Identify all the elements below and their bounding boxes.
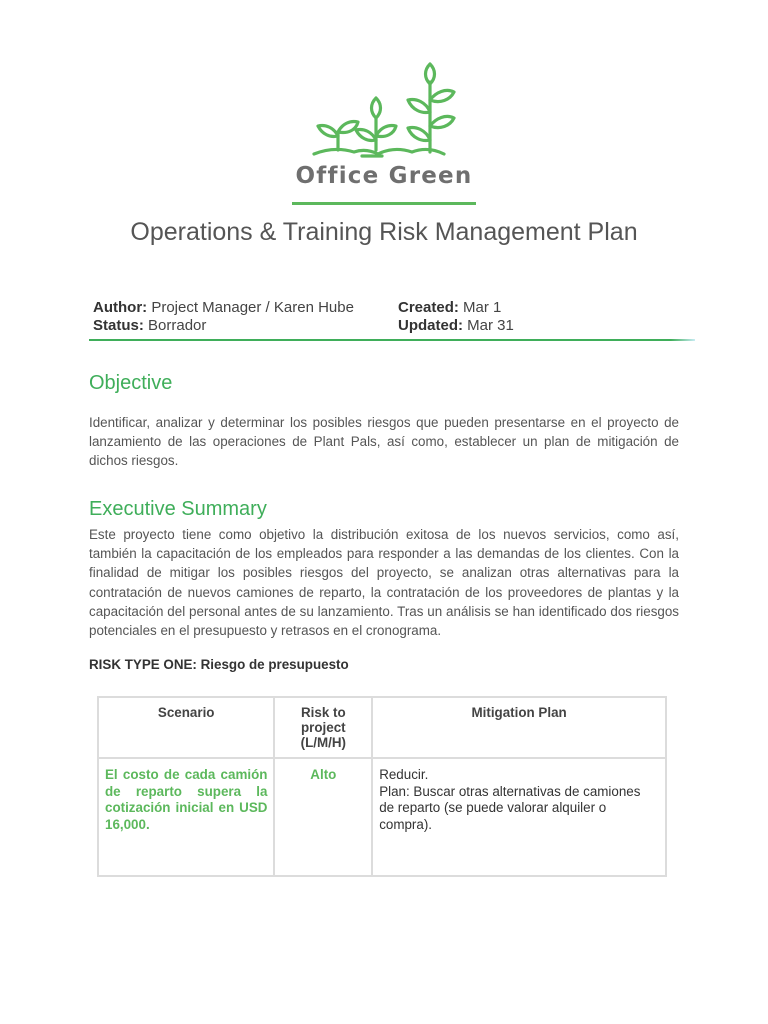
table-row <box>98 758 666 876</box>
risk-type-name: Riesgo de presupuesto <box>200 657 349 672</box>
document-title: Operations & Training Risk Management Plan <box>130 218 638 246</box>
updated-line <box>398 317 514 335</box>
objective-text: Identificar, analizar y determinar los posibles riesgos que pueden presentarse en el proyecto de lanzamiento de las operaciones de Plant Pals, así como, establecer un plan de mitigación de dichos riesgos. <box>89 415 679 469</box>
plant-sprouts-icon <box>304 62 464 158</box>
risk-table-header-row <box>98 697 666 758</box>
risk-table <box>97 696 667 877</box>
risk-type-label <box>89 657 349 672</box>
column-header-risk <box>274 697 372 758</box>
meta-divider <box>89 339 695 341</box>
created-value: Mar 1 <box>463 299 502 316</box>
meta-right-block <box>398 299 514 335</box>
author-label: Author: <box>93 299 148 316</box>
objective-heading: Objective <box>89 372 173 394</box>
risk-type-prefix: RISK TYPE ONE: <box>89 657 197 672</box>
mitigation-plan-detail: Plan: Buscar otras alternativas de camiones de reparto (se puede valorar alquiler o compra). <box>379 783 641 832</box>
author-line <box>93 299 354 317</box>
scenario-cell: El costo de cada camión de reparto supera la cotización inicial en USD 16,000. <box>98 758 274 876</box>
status-value: Borrador <box>148 317 207 334</box>
brand-underline <box>292 202 476 205</box>
column-header-scenario: Scenario <box>98 697 274 758</box>
meta-left-block <box>93 299 354 335</box>
column-header-mitigation: Mitigation Plan <box>372 697 666 758</box>
executive-summary-heading: Executive Summary <box>89 498 267 520</box>
mitigation-action: Reducir. <box>379 767 429 782</box>
created-label: Created: <box>398 299 459 316</box>
risk-header-line-1: Risk to <box>300 705 346 720</box>
created-line <box>398 299 514 317</box>
risk-header-line-3: (L/M/H) <box>300 735 346 750</box>
updated-value: Mar 31 <box>467 317 514 334</box>
mitigation-plan-cell <box>372 758 666 876</box>
brand-name: Office Green <box>295 163 473 189</box>
office-green-logo <box>0 62 768 158</box>
updated-label: Updated: <box>398 317 463 334</box>
status-label: Status: <box>93 317 144 334</box>
executive-summary-text: Este proyecto tiene como objetivo la distribución exitosa de los nuevos servicios, como así, también la capacitación de los empleados para responder a las demandas de los clientes. Con la finalidad de mitigar los posibles riesgos del proyecto, se analizan otras alternativas para la contratación de nuevos camiones de reparto, la contratación de los proveedores de plantas y la capacitación del personal antes de su lanzamiento. Tras un análisis se han identificado dos riesgos potenciales en el presupuesto y retrasos en el cronograma. <box>89 527 679 639</box>
risk-level-cell: Alto <box>274 758 372 876</box>
author-value: Project Manager / Karen Hube <box>151 299 354 316</box>
risk-header-line-2: project <box>300 720 346 735</box>
status-line <box>93 317 354 335</box>
